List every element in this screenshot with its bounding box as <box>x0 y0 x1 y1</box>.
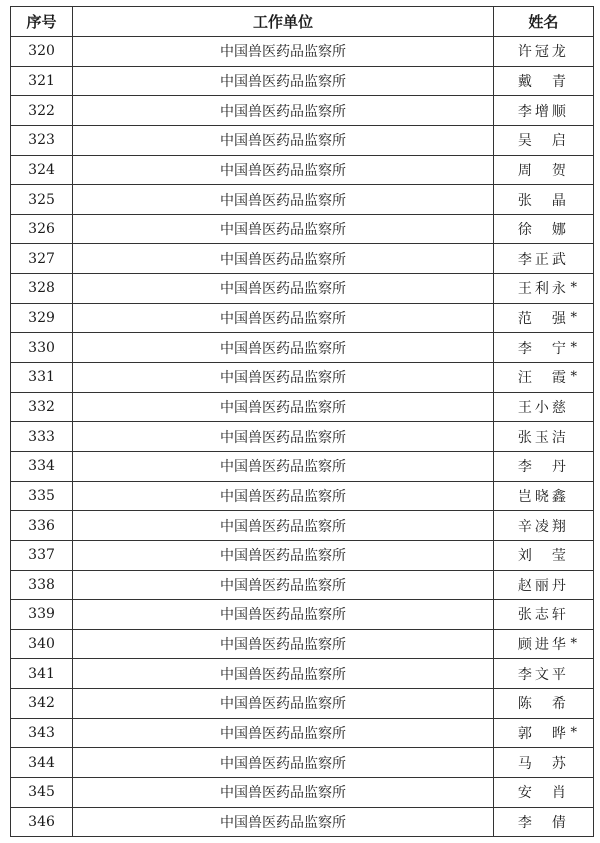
header-work-unit: 工作单位 <box>73 7 494 37</box>
table-row <box>11 689 594 719</box>
serial-number-cell: 332 <box>11 392 73 422</box>
table-row <box>11 155 594 185</box>
table-row <box>11 244 594 274</box>
table-row <box>11 392 594 422</box>
work-unit-cell: 中国兽医药品监察所 <box>73 155 494 185</box>
serial-number-cell: 321 <box>11 66 73 96</box>
table-row <box>11 66 594 96</box>
serial-number-cell: 336 <box>11 511 73 541</box>
table-row <box>11 333 594 363</box>
work-unit-cell: 中国兽医药品监察所 <box>73 244 494 274</box>
name-cell <box>493 689 593 719</box>
work-unit-cell: 中国兽医药品监察所 <box>73 540 494 570</box>
person-name: 吴 启 <box>517 133 569 150</box>
table-row <box>11 659 594 689</box>
work-unit-cell: 中国兽医药品监察所 <box>73 659 494 689</box>
name-cell <box>493 451 593 481</box>
person-name: 顾进华 <box>517 637 569 654</box>
name-cell <box>493 540 593 570</box>
name-cell <box>493 125 593 155</box>
asterisk-mark: * <box>570 310 577 326</box>
serial-number-cell: 339 <box>11 600 73 630</box>
serial-number-cell: 337 <box>11 540 73 570</box>
name-cell <box>493 718 593 748</box>
name-cell <box>493 511 593 541</box>
work-unit-cell: 中国兽医药品监察所 <box>73 481 494 511</box>
name-cell <box>493 570 593 600</box>
table-row <box>11 37 594 67</box>
table-row <box>11 807 594 837</box>
name-cell <box>493 807 593 837</box>
serial-number-cell: 327 <box>11 244 73 274</box>
asterisk-mark: * <box>570 340 577 356</box>
name-cell <box>493 66 593 96</box>
work-unit-cell: 中国兽医药品监察所 <box>73 629 494 659</box>
asterisk-mark: * <box>570 369 577 385</box>
person-name: 李 丹 <box>517 459 569 476</box>
person-name: 戴 青 <box>517 73 569 90</box>
serial-number-cell: 324 <box>11 155 73 185</box>
serial-number-cell: 346 <box>11 807 73 837</box>
serial-number-cell: 323 <box>11 125 73 155</box>
serial-number-cell: 334 <box>11 451 73 481</box>
serial-number-cell: 338 <box>11 570 73 600</box>
personnel-table <box>10 6 594 837</box>
header-name: 姓名 <box>493 7 593 37</box>
serial-number-cell: 345 <box>11 778 73 808</box>
serial-number-cell: 328 <box>11 274 73 304</box>
person-name: 范 强 <box>517 311 569 328</box>
table-body <box>11 37 594 837</box>
table-row <box>11 125 594 155</box>
person-name: 刘 莹 <box>517 548 569 565</box>
person-name: 张 晶 <box>517 192 569 209</box>
person-name: 马 苏 <box>517 755 569 772</box>
work-unit-cell: 中国兽医药品监察所 <box>73 37 494 67</box>
asterisk-mark: * <box>570 636 577 652</box>
person-name: 李 倩 <box>517 814 569 831</box>
table-row <box>11 540 594 570</box>
serial-number-cell: 335 <box>11 481 73 511</box>
serial-number-cell: 320 <box>11 37 73 67</box>
work-unit-cell: 中国兽医药品监察所 <box>73 511 494 541</box>
table-row <box>11 778 594 808</box>
table-row <box>11 96 594 126</box>
serial-number-cell: 333 <box>11 422 73 452</box>
name-cell <box>493 333 593 363</box>
name-cell <box>493 96 593 126</box>
asterisk-mark: * <box>570 725 577 741</box>
name-cell <box>493 37 593 67</box>
table-row <box>11 185 594 215</box>
table-row <box>11 422 594 452</box>
person-name: 安 肖 <box>517 785 569 802</box>
header-serial-number: 序号 <box>11 7 73 37</box>
work-unit-cell: 中国兽医药品监察所 <box>73 600 494 630</box>
person-name: 李增顺 <box>517 103 569 120</box>
table-row <box>11 629 594 659</box>
person-name: 李 宁 <box>517 340 569 357</box>
work-unit-cell: 中国兽医药品监察所 <box>73 778 494 808</box>
work-unit-cell: 中国兽医药品监察所 <box>73 66 494 96</box>
person-name: 许冠龙 <box>517 44 569 61</box>
work-unit-cell: 中国兽医药品监察所 <box>73 748 494 778</box>
name-cell <box>493 244 593 274</box>
name-cell <box>493 155 593 185</box>
name-cell <box>493 303 593 333</box>
serial-number-cell: 330 <box>11 333 73 363</box>
work-unit-cell: 中国兽医药品监察所 <box>73 96 494 126</box>
table-row <box>11 481 594 511</box>
person-name: 辛凌翔 <box>517 518 569 535</box>
work-unit-cell: 中国兽医药品监察所 <box>73 185 494 215</box>
name-cell <box>493 778 593 808</box>
table-header <box>11 7 594 37</box>
table-row <box>11 303 594 333</box>
work-unit-cell: 中国兽医药品监察所 <box>73 451 494 481</box>
person-name: 李正武 <box>517 251 569 268</box>
person-name: 周 贺 <box>517 162 569 179</box>
person-name: 赵丽丹 <box>517 577 569 594</box>
name-cell <box>493 185 593 215</box>
header-row <box>11 7 594 37</box>
name-cell <box>493 422 593 452</box>
name-cell <box>493 274 593 304</box>
table-row <box>11 511 594 541</box>
serial-number-cell: 343 <box>11 718 73 748</box>
work-unit-cell: 中国兽医药品监察所 <box>73 274 494 304</box>
person-name: 徐 娜 <box>517 222 569 239</box>
work-unit-cell: 中国兽医药品监察所 <box>73 303 494 333</box>
table-row <box>11 451 594 481</box>
table-row <box>11 214 594 244</box>
table-row <box>11 718 594 748</box>
work-unit-cell: 中国兽医药品监察所 <box>73 214 494 244</box>
name-cell <box>493 392 593 422</box>
person-name: 陈 希 <box>517 696 569 713</box>
person-name: 汪 霞 <box>517 370 569 387</box>
person-name: 郭 晔 <box>517 726 569 743</box>
name-cell <box>493 659 593 689</box>
serial-number-cell: 329 <box>11 303 73 333</box>
serial-number-cell: 344 <box>11 748 73 778</box>
work-unit-cell: 中国兽医药品监察所 <box>73 689 494 719</box>
name-cell <box>493 600 593 630</box>
table-row <box>11 274 594 304</box>
serial-number-cell: 340 <box>11 629 73 659</box>
work-unit-cell: 中国兽医药品监察所 <box>73 392 494 422</box>
name-cell <box>493 481 593 511</box>
name-cell <box>493 214 593 244</box>
table-row <box>11 748 594 778</box>
table-row <box>11 600 594 630</box>
serial-number-cell: 322 <box>11 96 73 126</box>
person-name: 李文平 <box>517 666 569 683</box>
table-row <box>11 363 594 393</box>
name-cell <box>493 629 593 659</box>
name-cell <box>493 748 593 778</box>
serial-number-cell: 331 <box>11 363 73 393</box>
work-unit-cell: 中国兽医药品监察所 <box>73 125 494 155</box>
person-name: 张玉洁 <box>517 429 569 446</box>
table-row <box>11 570 594 600</box>
person-name: 岂晓鑫 <box>517 488 569 505</box>
person-name: 王利永 <box>517 281 569 298</box>
serial-number-cell: 342 <box>11 689 73 719</box>
work-unit-cell: 中国兽医药品监察所 <box>73 718 494 748</box>
work-unit-cell: 中国兽医药品监察所 <box>73 363 494 393</box>
person-name: 王小慈 <box>517 400 569 416</box>
work-unit-cell: 中国兽医药品监察所 <box>73 570 494 600</box>
name-cell <box>493 363 593 393</box>
serial-number-cell: 325 <box>11 185 73 215</box>
asterisk-mark: * <box>570 280 577 296</box>
work-unit-cell: 中国兽医药品监察所 <box>73 422 494 452</box>
work-unit-cell: 中国兽医药品监察所 <box>73 333 494 363</box>
serial-number-cell: 341 <box>11 659 73 689</box>
serial-number-cell: 326 <box>11 214 73 244</box>
work-unit-cell: 中国兽医药品监察所 <box>73 807 494 837</box>
person-name: 张志轩 <box>517 607 569 624</box>
